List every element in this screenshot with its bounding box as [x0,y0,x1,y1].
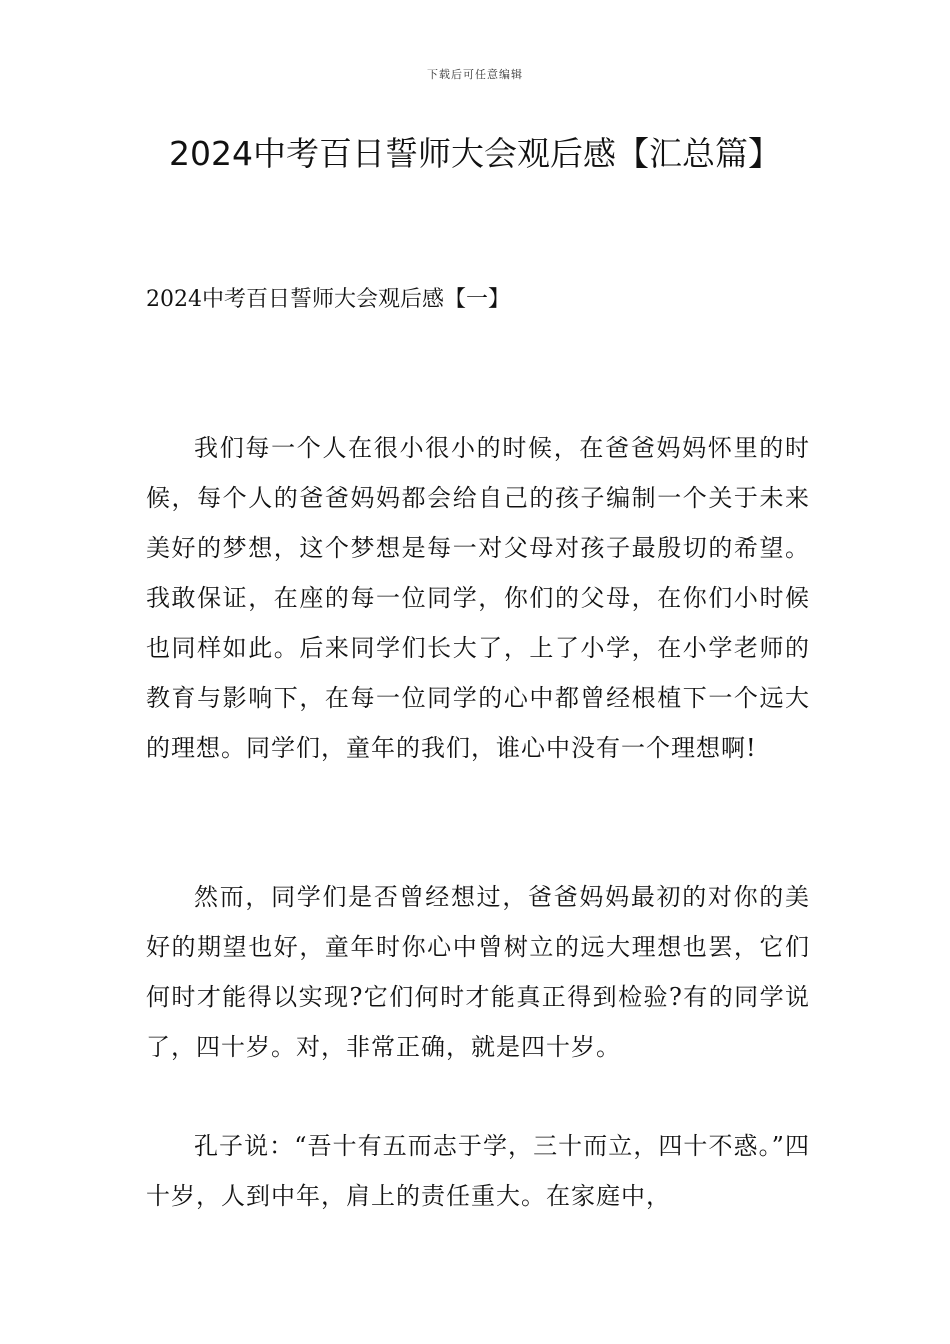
header-note: 下载后可任意编辑 [427,68,523,81]
body-paragraph-1: 我们每一个人在很小很小的时候，在爸爸妈妈怀里的时候，每个人的爸爸妈妈都会给自己的孩子编制一个关于未来美好的梦想，这个梦想是每一对父母对孩子最殷切的希望。我敢保证，在座的每一位同学，你们的父母，在你们小时候也同样如此。后来同学们长大了，上了小学，在小学老师的教育与影响下，在每一位同学的心中都曾经根植下一个远大的理想。同学们，童年的我们，谁心中没有一个理想啊! [146,434,810,762]
document-title: 2024中考百日誓师大会观后感【汇总篇】 [169,134,781,173]
body-paragraph-2: 然而，同学们是否曾经想过，爸爸妈妈最初的对你的美好的期望也好，童年时你心中曾树立的远大理想也罢，它们何时才能得以实现?它们何时才能真正得到检验?有的同学说了，四十岁。对，非常正确，就是四十岁。 [146,883,810,1061]
section-title: 2024中考百日誓师大会观后感【一】 [146,287,510,312]
body-paragraph-3: 孔子说：“吾十有五而志于学，三十而立，四十不惑。”四十岁，人到中年，肩上的责任重大。在家庭中， [146,1132,810,1210]
